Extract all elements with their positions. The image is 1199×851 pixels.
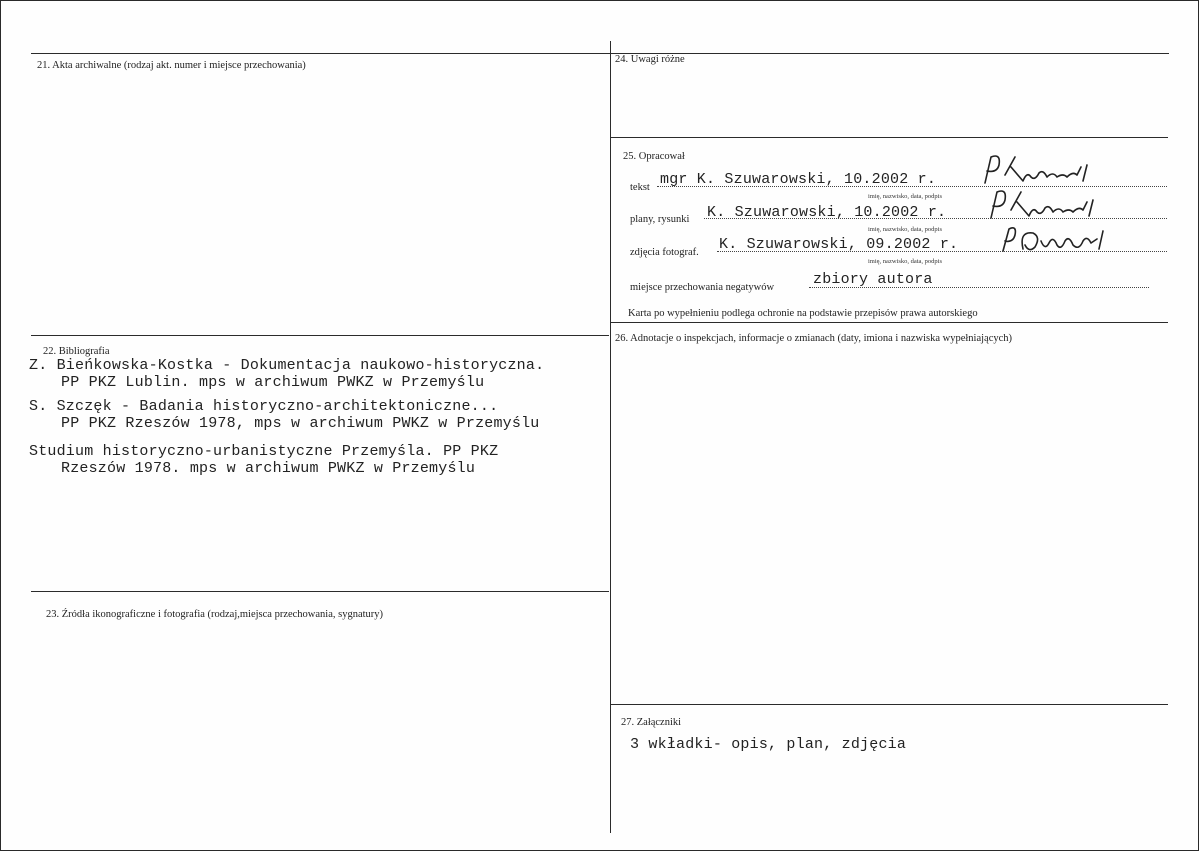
attachments-value: 3 wkładki- opis, plan, zdjęcia <box>630 736 907 753</box>
tekst-label: tekst <box>630 182 650 193</box>
tekst-value: mgr K. Szuwarowski, 10.2002 r. <box>660 171 937 188</box>
section-23-title: 23. Źródła ikonograficzne i fotografia (rodzaj,miejsca przechowania, sygnatury) <box>46 609 384 620</box>
signature-icon <box>971 151 1111 189</box>
section-21-title: 21. Akta archiwalne (rodzaj akt. numer i miejsce przechowania) <box>37 60 306 71</box>
zdjecia-label: zdjęcia fotograf. <box>630 247 699 258</box>
top-rule <box>31 53 1169 54</box>
tekst-caption: imię, nazwisko, data, podpis <box>868 193 943 200</box>
section-25-title: 25. Opracował <box>623 151 685 162</box>
rule-24-25 <box>610 137 1168 138</box>
bibliography-entry-3-line-1: Studium historyczno-urbanistyczne Przemyśla. PP PKZ <box>29 443 499 460</box>
copyright-note: Karta po wypełnieniu podlega ochronie na podstawie przepisów prawa autorskiego <box>628 308 978 319</box>
bibliography-entry-2-line-2: PP PKZ Rzeszów 1978, mps w archiwum PWKZ w Przemyślu <box>61 415 540 432</box>
signature-icon <box>981 186 1121 222</box>
bibliography-entry-1-line-2: PP PKZ Lublin. mps w archiwum PWKZ w Przemyślu <box>61 374 485 391</box>
plany-value: K. Szuwarowski, 10.2002 r. <box>707 204 947 221</box>
bibliography-entry-2-line-1: S. Szczęk - Badania historyczno-architektoniczne... <box>29 398 499 415</box>
zdjecia-caption: imię, nazwisko, data, podpis <box>868 258 943 265</box>
center-divider <box>610 41 611 833</box>
rule-26-27 <box>610 704 1168 705</box>
negatywy-dotted-line <box>809 287 1149 288</box>
bibliography-entry-1-line-1: Z. Bieńkowska-Kostka - Dokumentacja naukowo-historyczna. <box>29 357 545 374</box>
section-26-title: 26. Adnotacje o inspekcjach, informacje o zmianach (daty, imiona i nazwiska wypełniających) <box>615 333 1013 344</box>
plany-caption: imię, nazwisko, data, podpis <box>868 226 943 233</box>
rule-21-22 <box>31 335 609 336</box>
negatywy-label: miejsce przechowania negatywów <box>630 282 775 293</box>
bibliography-entry-3-line-2: Rzeszów 1978. mps w archiwum PWKZ w Przemyślu <box>61 460 476 477</box>
zdjecia-value: K. Szuwarowski, 09.2002 r. <box>719 236 959 253</box>
plany-label: plany, rysunki <box>630 214 690 225</box>
signature-icon <box>993 221 1133 257</box>
section-22-title: 22. Bibliografia <box>43 346 110 357</box>
negatywy-value: zbiory autora <box>813 271 933 288</box>
section-24-title: 24. Uwagi różne <box>615 54 685 65</box>
rule-25-26 <box>610 322 1168 323</box>
section-27-title: 27. Załączniki <box>621 717 682 728</box>
rule-22-23 <box>31 591 609 592</box>
